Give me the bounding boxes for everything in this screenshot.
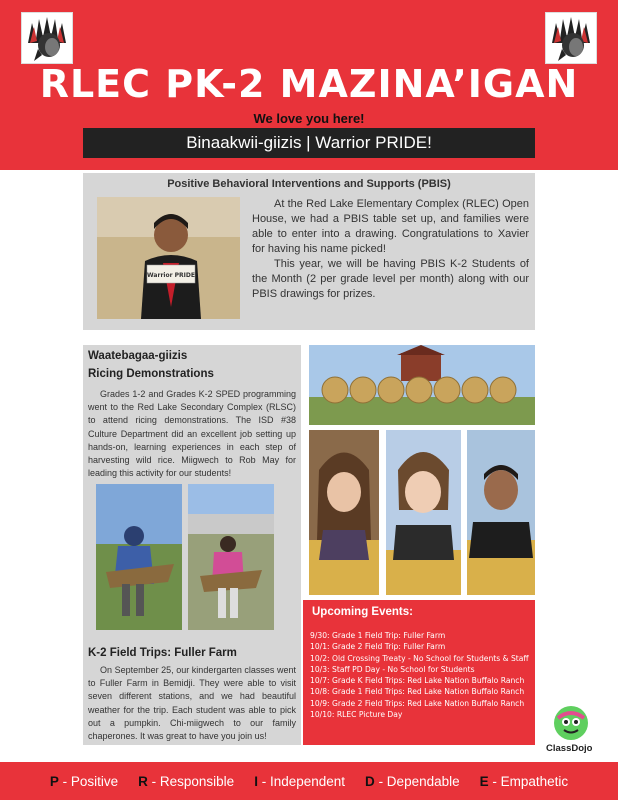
pbis-text xyxy=(252,197,529,302)
pride-banner xyxy=(83,128,535,158)
girl-smiling-photo xyxy=(386,430,461,595)
ricing-heading: Ricing Demonstrations xyxy=(88,368,214,380)
boy-winnowing-rice-photo xyxy=(96,484,182,630)
xavier-photo xyxy=(97,197,240,319)
footer-responsible: R - Responsible xyxy=(138,773,235,789)
field-trip-body: On September 25, our kindergarten classes went to Fuller Farm in Bemidji. They were able to visit seven different stations, and we had beautiful weather for the trip. Each student was able to pick out a pumpkin. Chi-miigwech to our family chaperones. It was great to have you join us! xyxy=(88,665,296,742)
footer-positive: P - Positive xyxy=(49,773,119,789)
event-item: 10/1: Grade 2 Field Trip: Fuller Farm xyxy=(310,642,446,652)
girl-in-corn-photo xyxy=(309,430,379,595)
event-item: 10/7: Grade K Field Trips: Red Lake Nation Buffalo Ranch xyxy=(310,676,525,686)
classdojo-label: ClassDojo xyxy=(546,743,593,754)
event-item: 10/3: Staff PD Day - No School for Students xyxy=(310,664,475,674)
pbis-paragraph-1: At the Red Lake Elementary Complex (RLEC) Open House, we had a PBIS table set up, and families were able to enter into a drawing. Congratulations to Xavier for having his name picked! xyxy=(252,198,529,255)
boy-in-corn-photo xyxy=(467,430,535,595)
field-trip-heading: K-2 Field Trips: Fuller Farm xyxy=(88,647,237,659)
warrior-pride-sign-text: Warrior PRIDE xyxy=(147,272,195,279)
ricing-body: Grades 1-2 and Grades K-2 SPED programming went to the Red Lake Secondary Complex (RLSC) to attend ricing demonstrations. The ISD #38 Culture Department did an excellent job setting up hands-on, learning experiences in each step of harvesting wild rice. Miigwech to Rob May for leading this activity for our students! xyxy=(88,389,296,479)
newsletter-title: RLEC PK-2 MAZINA’IGAN xyxy=(39,62,579,106)
event-item: 10/9: Grade 2 Field Trips: Red Lake Nation Buffalo Ranch xyxy=(310,698,525,708)
banner-text: Binaakwii-giizis | Warrior PRIDE! xyxy=(186,133,432,152)
classdojo-logo xyxy=(552,704,590,742)
pride-footer xyxy=(0,762,618,800)
event-item: 9/30: Grade 1 Field Trip: Fuller Farm xyxy=(310,631,446,640)
warrior-head-logo-right xyxy=(545,12,597,64)
upcoming-events-list xyxy=(310,630,535,720)
tagline: We love you here! xyxy=(253,111,365,126)
warrior-head-logo-left xyxy=(21,12,73,64)
upcoming-events-heading: Upcoming Events: xyxy=(312,606,413,618)
footer-independent: I - Independent xyxy=(254,773,346,789)
event-item: 10/10: RLEC Picture Day xyxy=(310,710,403,720)
footer-dependable: D - Dependable xyxy=(365,773,460,789)
pbis-paragraph-2: This year, we will be having PBIS K-2 Students of the Month (2 per grade level per month) along with our PBIS drawings for prizes. xyxy=(252,258,529,300)
girl-winnowing-rice-photo xyxy=(188,484,274,630)
footer-empathetic: E - Empathetic xyxy=(479,773,569,789)
event-item: 10/8: Grade 1 Field Trips: Red Lake Nation Buffalo Ranch xyxy=(310,687,525,697)
event-item: 10/2: Old Crossing Treaty - No School for Students & Staff xyxy=(310,653,529,663)
ricing-heading-ojibwe: Waatebagaa-giizis xyxy=(88,350,188,362)
pbis-heading: Positive Behavioral Interventions and Supports (PBIS) xyxy=(167,178,451,190)
hay-bales-farm-photo xyxy=(309,345,535,425)
